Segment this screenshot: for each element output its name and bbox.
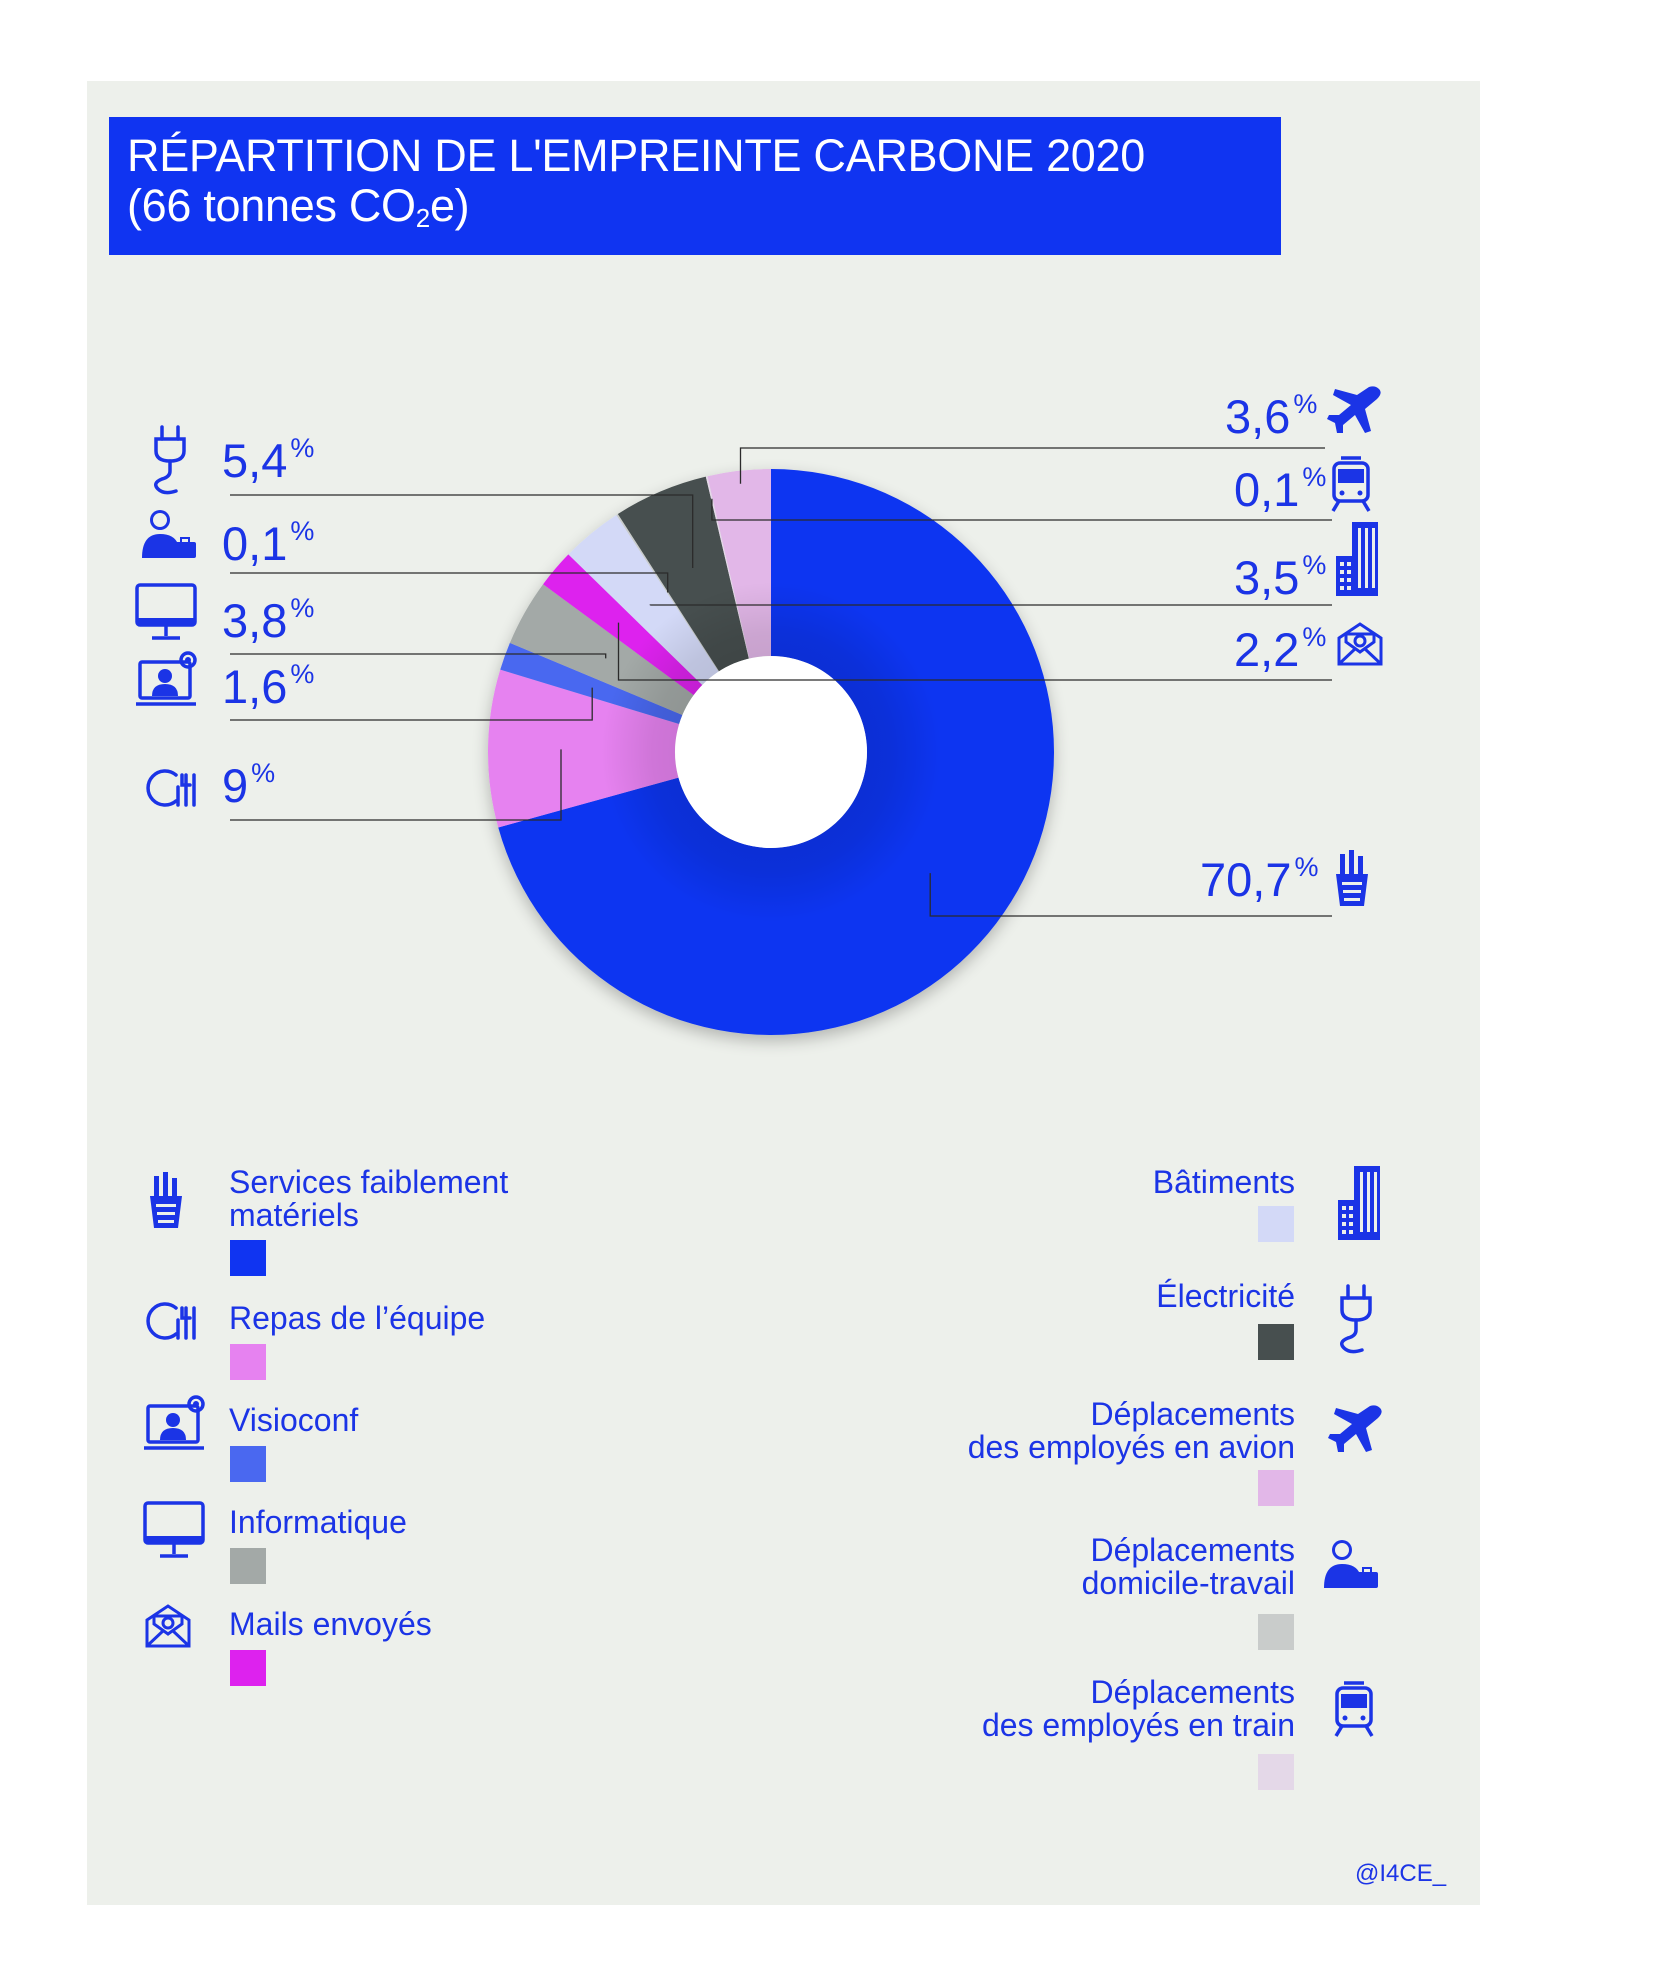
pct-unit: % (290, 659, 315, 689)
subtitle-subscript: 2 (415, 203, 430, 233)
legend-label-avion (968, 1398, 1295, 1464)
legend-line: Déplacements (1090, 1396, 1295, 1432)
legend-line: des employés en train (981, 1707, 1295, 1743)
legend-swatch-batiments (1258, 1206, 1294, 1242)
legend-swatch-avion (1258, 1470, 1294, 1506)
pct-value: 5,4 (222, 434, 288, 487)
legend-label-mails (229, 1608, 432, 1641)
legend-swatch-informatique (230, 1548, 266, 1584)
legend-line: Mails envoyés (229, 1606, 432, 1642)
legend-swatch-mails (230, 1650, 266, 1686)
legend-label-visioconf (229, 1404, 358, 1437)
legend-swatch-domicile-travail (1258, 1614, 1294, 1650)
pct-label-informatique (222, 593, 315, 647)
subtitle-prefix: (66 tonnes CO (127, 180, 416, 231)
legend-line: Déplacements (1090, 1674, 1295, 1710)
legend-label-services (229, 1166, 508, 1232)
plug-icon (148, 425, 194, 497)
pct-unit: % (1293, 389, 1318, 419)
pct-value: 3,5 (1234, 551, 1300, 604)
videoconference-icon (144, 1394, 208, 1456)
legend-line: domicile-travail (1081, 1565, 1295, 1601)
donut-hole (675, 656, 867, 848)
pct-value: 2,2 (1234, 623, 1300, 676)
pct-unit: % (1302, 550, 1327, 580)
pct-label-train (1234, 462, 1327, 516)
pct-unit: % (290, 433, 315, 463)
email-icon (144, 1604, 192, 1648)
legend-line: Déplacements (1090, 1532, 1295, 1568)
meal-icon (146, 1300, 198, 1340)
building-icon (1336, 1164, 1382, 1242)
pct-label-visioconf (222, 659, 315, 713)
meal-icon (146, 767, 198, 807)
pct-value: 0,1 (222, 517, 288, 570)
legend-line: Informatique (229, 1504, 407, 1540)
videoconference-icon (136, 650, 200, 712)
chart-title: RÉPARTITION DE L'EMPREINTE CARBONE 2020 (127, 130, 1145, 181)
pct-unit: % (290, 593, 315, 623)
pct-unit: % (1302, 622, 1327, 652)
legend-label-train (982, 1676, 1295, 1742)
pct-label-batiments (1234, 550, 1327, 604)
legend-line: Bâtiments (1152, 1164, 1295, 1200)
legend-swatch-services (230, 1240, 266, 1276)
legend-label-batiments (1153, 1166, 1295, 1199)
legend-label-repas (229, 1302, 485, 1335)
legend-line: des employés en avion (967, 1429, 1295, 1465)
pct-label-domicile-travail (222, 516, 315, 570)
legend-swatch-electricite (1258, 1324, 1294, 1360)
pct-value: 3,6 (1225, 390, 1291, 443)
pct-label-avion (1225, 389, 1318, 443)
legend-line: Services faiblement (229, 1164, 509, 1200)
legend-swatch-repas (230, 1344, 266, 1380)
pct-value: 1,6 (222, 660, 288, 713)
legend-line: matériels (229, 1197, 359, 1233)
pct-value: 0,1 (1234, 463, 1300, 516)
legend-label-electricite (1156, 1280, 1295, 1313)
subtitle-suffix: e) (429, 180, 470, 231)
commuter-icon (140, 508, 198, 560)
train-icon (1329, 455, 1373, 513)
pct-label-electricite (222, 433, 315, 487)
train-icon (1332, 1680, 1376, 1738)
pct-label-services (1200, 852, 1319, 906)
pct-label-repas (222, 758, 276, 812)
pencil-cup-icon (1332, 850, 1372, 908)
pct-value: 3,8 (222, 594, 288, 647)
monitor-icon (142, 1500, 206, 1562)
commuter-icon (1322, 1538, 1380, 1590)
legend-swatch-visioconf (230, 1446, 266, 1482)
plane-icon (1326, 1404, 1384, 1454)
monitor-icon (134, 582, 198, 644)
pct-label-mails (1234, 622, 1327, 676)
building-icon (1334, 520, 1380, 598)
legend-swatch-train (1258, 1754, 1294, 1790)
pct-value: 70,7 (1200, 853, 1292, 906)
legend-label-informatique (229, 1506, 407, 1539)
pct-unit: % (251, 758, 276, 788)
source-handle: @I4CE_ (1355, 1860, 1447, 1887)
email-icon (1336, 622, 1384, 666)
legend-line: Repas de l’équipe (229, 1300, 486, 1336)
legend-line: Visioconf (229, 1402, 359, 1438)
pencil-cup-icon (146, 1172, 186, 1230)
plane-icon (1325, 385, 1383, 435)
pct-value: 9 (222, 759, 249, 812)
legend-line: Électricité (1156, 1278, 1295, 1314)
pct-unit: % (1294, 852, 1319, 882)
pct-unit: % (290, 516, 315, 546)
legend-label-domicile-travail (1082, 1534, 1295, 1600)
pct-unit: % (1302, 462, 1327, 492)
plug-icon (1334, 1284, 1380, 1356)
